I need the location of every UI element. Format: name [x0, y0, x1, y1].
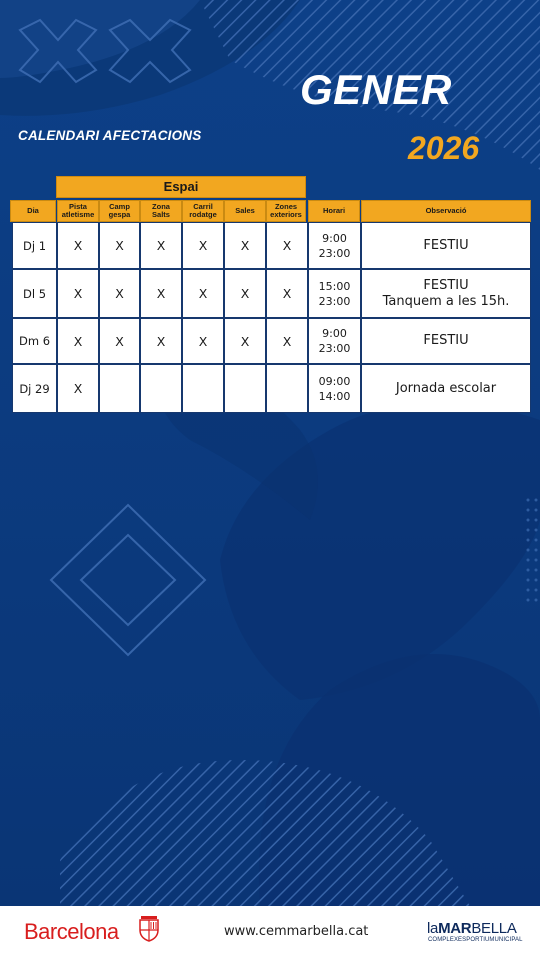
- cell-mark: X: [57, 318, 99, 364]
- cell-mark: X: [99, 222, 140, 269]
- cell-mark: X: [224, 269, 266, 318]
- cell-day: Dj 29: [12, 364, 57, 413]
- cell-mark: [99, 364, 140, 413]
- hour-end: 23:00: [318, 294, 351, 308]
- column-header-carril: [182, 200, 224, 222]
- lamarbella-logo: [427, 920, 517, 937]
- column-header-label: atletisme: [61, 210, 95, 219]
- column-header-label: Camp: [109, 202, 130, 211]
- barcelona-logo: Barcelona: [24, 919, 119, 944]
- cell-mark: X: [182, 269, 224, 318]
- column-header-zones: [266, 200, 306, 222]
- observation-line: FESTIU: [423, 277, 469, 293]
- cell-mark: X: [57, 269, 99, 318]
- observation-line: Tanquem a les 15h.: [382, 293, 510, 309]
- logo-text: la: [427, 920, 439, 937]
- cell-mark: [224, 364, 266, 413]
- cell-day: Dl 5: [12, 269, 57, 318]
- column-header-label: Pista: [69, 202, 87, 211]
- column-header-label: exteriors: [270, 210, 302, 219]
- cell-observation: [361, 269, 531, 318]
- cell-mark: X: [57, 222, 99, 269]
- cell-mark: X: [140, 222, 182, 269]
- column-header-label: Dia: [27, 206, 39, 215]
- column-header-label: Zones: [274, 202, 298, 211]
- cell-mark: [266, 364, 308, 413]
- cell-observation: [361, 318, 531, 364]
- year-title: 2026: [408, 130, 480, 166]
- observation-line: Jornada escolar: [395, 380, 497, 396]
- cell-hours: [308, 364, 361, 413]
- observation-line: FESTIU: [423, 333, 469, 348]
- cell-mark: X: [266, 269, 308, 318]
- column-header-day: [10, 200, 56, 222]
- cell-mark: [182, 364, 224, 413]
- barcelona-crest-icon: [138, 916, 160, 942]
- cell-observation: [361, 364, 531, 413]
- column-header-label: Zona: [152, 202, 170, 211]
- hour-start: 9:00: [322, 327, 347, 340]
- cell-mark: X: [182, 318, 224, 364]
- column-header-label: Carril: [193, 202, 213, 211]
- logo-text: BELLA: [471, 920, 517, 937]
- cell-mark: X: [266, 222, 308, 269]
- cell-mark: X: [57, 364, 99, 413]
- column-header-zona: [140, 200, 182, 222]
- column-header-label: Horari: [322, 206, 346, 215]
- cell-hours: [308, 222, 361, 269]
- column-header-label: Observació: [425, 206, 467, 215]
- logo-text: MAR: [438, 920, 472, 937]
- column-header-label: rodatge: [189, 210, 217, 219]
- hour-end: 23:00: [318, 246, 351, 260]
- cell-mark: X: [182, 222, 224, 269]
- cell-mark: X: [140, 269, 182, 318]
- column-header-label: gespa: [108, 210, 131, 219]
- cell-hours: [308, 269, 361, 318]
- column-header-observacio: [361, 200, 531, 222]
- cell-mark: X: [224, 318, 266, 364]
- month-title: GENER: [300, 66, 452, 113]
- cell-hours: [308, 318, 361, 364]
- cell-mark: X: [140, 318, 182, 364]
- hour-start: 15:00: [318, 279, 351, 293]
- cell-mark: X: [224, 222, 266, 269]
- hour-end: 14:00: [318, 389, 351, 403]
- cell-day: Dm 6: [12, 318, 57, 364]
- column-header-horari: [308, 200, 360, 222]
- column-header-label: Salts: [152, 210, 170, 219]
- cell-observation: [361, 222, 531, 269]
- table-group-header: Espai: [56, 176, 306, 198]
- website-link[interactable]: www.cemmarbella.cat: [224, 924, 369, 939]
- cell-mark: X: [99, 269, 140, 318]
- page-subtitle: CALENDARI AFECTACIONS: [18, 128, 202, 143]
- cell-day: Dj 1: [12, 222, 57, 269]
- logo-subtitle: COMPLEXESPORTIUMUNICIPAL: [428, 937, 523, 943]
- column-header-sales: [224, 200, 266, 222]
- hour-start: 9:00: [322, 231, 347, 245]
- cell-mark: [140, 364, 182, 413]
- column-header-camp: [99, 200, 140, 222]
- cell-mark: X: [99, 318, 140, 364]
- observation-line: FESTIU: [423, 237, 469, 253]
- column-header-label: Sales: [235, 206, 255, 215]
- cell-mark: X: [266, 318, 308, 364]
- column-header-pista: [57, 200, 99, 222]
- hour-start: 09:00: [318, 374, 351, 388]
- hour-end: 23:00: [318, 342, 351, 355]
